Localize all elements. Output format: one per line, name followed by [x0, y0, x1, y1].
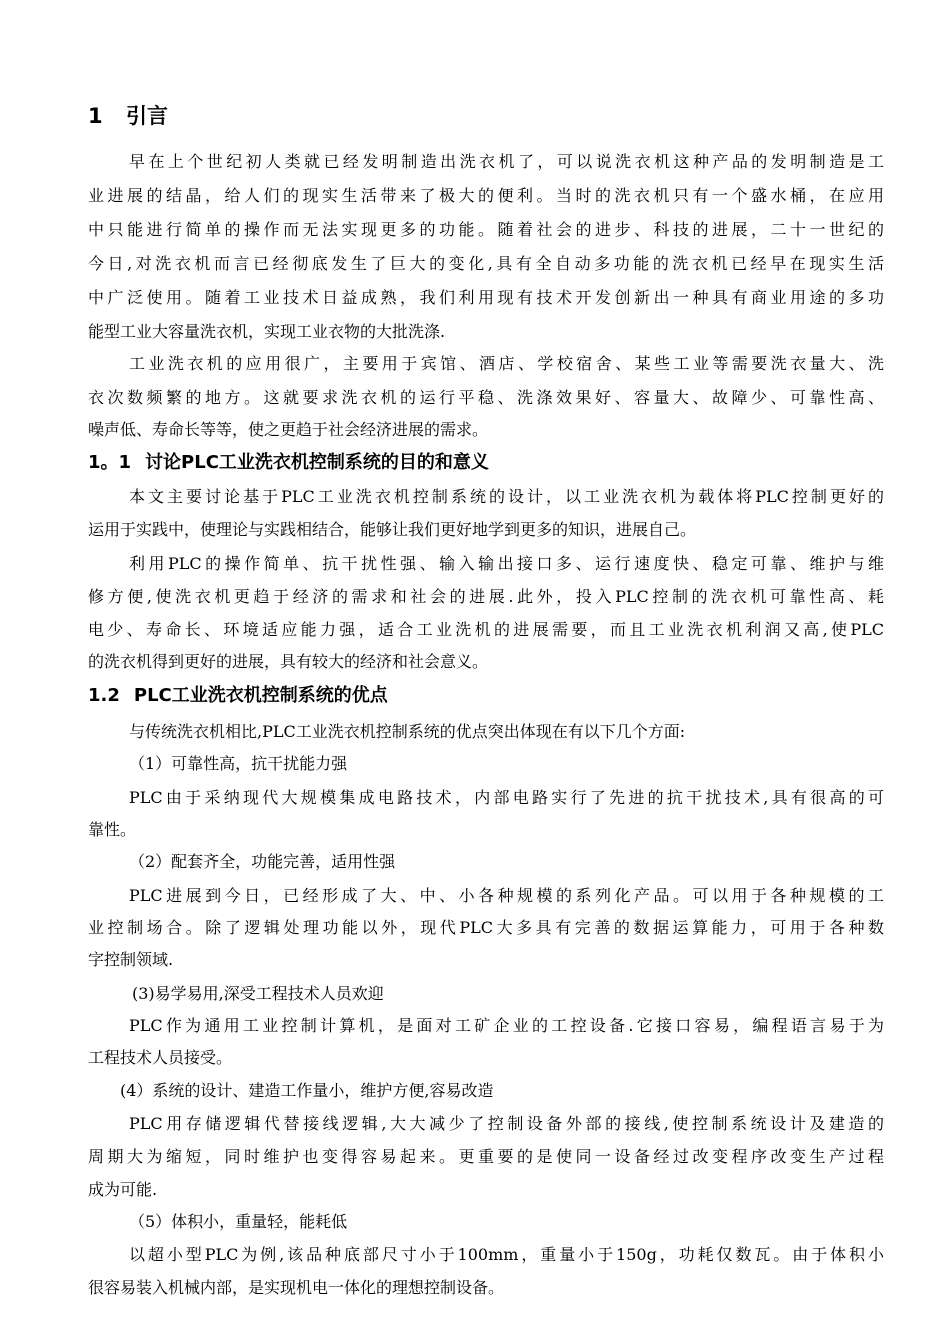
section-title: PLC工业洗衣机控制系统的优点 [133, 685, 388, 706]
paragraph-line: 本文主要讨论基于PLC工业洗衣机控制系统的设计，以工业洗衣机为载体将PLC控制更好的 [129, 487, 884, 506]
paragraph-line: 利用PLC的操作简单、抗干扰性强、输入输出接口多、运行速度快、稳定可靠、维护与维 [129, 554, 884, 573]
paragraph-line: 中只能进行简单的操作而无法实现更多的功能。随着社会的进步、科技的进展，二十一世纪的 [88, 220, 884, 239]
list-item-title: (3)易学易用,深受工程技术人员欢迎 [132, 984, 384, 1003]
list-item-title: (4）系统的设计、建造工作量小，维护方便,容易改造 [120, 1081, 494, 1100]
paragraph-line: 与传统洗衣机相比,PLC工业洗衣机控制系统的优点突出体现在有以下几个方面: [129, 722, 686, 741]
paragraph-line: 成为可能. [88, 1180, 158, 1199]
chapter-number: 1 [88, 104, 103, 128]
paragraph-line: 衣次数频繁的地方。这就要求洗衣机的运行平稳、洗涤效果好、容量大、故障少、可靠性高、 [88, 388, 884, 407]
paragraph-line: PLC作为通用工业控制计算机，是面对工矿企业的工控设备.它接口容易，编程语言易于为 [129, 1016, 884, 1035]
paragraph-line: 运用于实践中，使理论与实践相结合，能够让我们更好地学到更多的知识，进展自己。 [88, 520, 697, 539]
paragraph-line: 字控制领域. [88, 950, 174, 969]
paragraph-line: 修方便,使洗衣机更趋于经济的需求和社会的进展.此外，投入PLC控制的洗衣机可靠性高、耗 [88, 587, 884, 606]
paragraph-line: PLC进展到今日，已经形成了大、中、小各种规模的系列化产品。可以用于各种规模的工 [129, 886, 884, 905]
paragraph-line: 今日,对洗衣机而言已经彻底发生了巨大的变化,具有全自动多功能的洗衣机已经早在现实生活 [88, 254, 884, 273]
paragraph-line: PLC由于采纳现代大规模集成电路技术，内部电路实行了先进的抗干扰技术,具有很高的可 [129, 788, 884, 807]
paragraph-line: 工程技术人员接受。 [88, 1048, 233, 1067]
paragraph-line: 能型工业大容量洗衣机，实现工业衣物的大批洗涤. [88, 322, 446, 341]
paragraph-line: 很容易装入机械内部，是实现机电一体化的理想控制设备。 [88, 1278, 505, 1297]
chapter-heading [88, 100, 168, 132]
paragraph-line: 中广泛使用。随着工业技术日益成熟，我们利用现有技术开发创新出一种具有商业用途的多功 [88, 288, 884, 307]
section-heading-1-2 [88, 682, 388, 710]
section-heading-1-1 [88, 449, 489, 477]
paragraph-line: 周期大为缩短，同时维护也变得容易起来。更重要的是使同一设备经过改变程序改变生产过程 [88, 1147, 884, 1166]
chapter-title: 引言 [126, 104, 168, 128]
paragraph-line: 靠性。 [88, 820, 137, 839]
paragraph-line: 业进展的结晶，给人们的现实生活带来了极大的便利。当时的洗衣机只有一个盛水桶，在应用 [88, 186, 884, 205]
list-item-title: （5）体积小，重量轻，能耗低 [129, 1212, 348, 1231]
section-number: 1.2 [88, 685, 120, 706]
list-item-title: （2）配套齐全，功能完善，适用性强 [129, 852, 396, 871]
list-item-title: （1）可靠性高，抗干扰能力强 [129, 754, 348, 773]
paragraph-line: PLC用存储逻辑代替接线逻辑,大大减少了控制设备外部的接线,使控制系统设计及建造的 [129, 1114, 884, 1133]
section-title: 讨论PLC工业洗衣机控制系统的目的和意义 [145, 452, 489, 473]
paragraph-line: 工业洗衣机的应用很广，主要用于宾馆、酒店、学校宿舍、某些工业等需要洗衣量大、洗 [129, 354, 884, 373]
paragraph-line: 业控制场合。除了逻辑处理功能以外，现代PLC大多具有完善的数据运算能力，可用于各种数 [88, 918, 884, 937]
paragraph-line: 的洗衣机得到更好的进展，具有较大的经济和社会意义。 [88, 652, 489, 671]
section-number: 1。1 [88, 452, 132, 473]
paragraph-line: 噪声低、寿命长等等，使之更趋于社会经济进展的需求。 [88, 420, 489, 439]
paragraph-line: 以超小型PLC为例,该品种底部尺寸小于100mm，重量小于150g，功耗仅数瓦。由于体积小 [129, 1245, 884, 1264]
paragraph-line: 早在上个世纪初人类就已经发明制造出洗衣机了，可以说洗衣机这种产品的发明制造是工 [129, 152, 884, 171]
paragraph-line: 电少、寿命长、环境适应能力强，适合工业洗机的进展需要，而且工业洗衣机利润又高,使PLC [88, 620, 884, 639]
